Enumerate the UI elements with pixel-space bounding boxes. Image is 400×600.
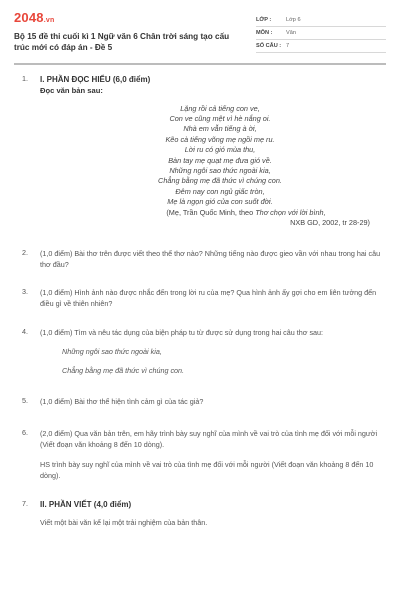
question-number: 4.: [22, 327, 28, 337]
section-title: I. PHẦN ĐỌC HIỂU (6,0 điểm): [40, 74, 151, 84]
question-text: (1,0 điểm) Bài thơ trên được viết theo thể thơ nào? Những tiếng nào được gieo vần với nhau trong hai câu thơ đầu?: [40, 249, 381, 270]
meta-label: MÔN :: [256, 30, 273, 36]
question-5: [14, 396, 386, 407]
meta-table: [256, 14, 386, 53]
meta-value: Văn: [286, 30, 296, 36]
question-3: [14, 287, 386, 309]
poem-line: Bàn tay mẹ quạt mẹ đưa gió về.: [168, 155, 272, 165]
logo-main-text: 2048: [14, 10, 44, 25]
poem-line: Lặng rồi cả tiếng con ve,: [180, 103, 260, 113]
site-logo[interactable]: [14, 10, 234, 28]
poem-line: Nhà em vẫn tiếng à ời,: [183, 124, 257, 134]
poem-source-publisher: NXB GD, 2002, tr 28-29): [290, 217, 370, 227]
header-divider: [14, 63, 386, 65]
question-7: [14, 499, 386, 528]
question-text: (1,0 điểm) Bài thơ thể hiện tình cảm gì của tác giả?: [40, 397, 204, 407]
question-4: [14, 327, 386, 376]
quoted-verse: Chẳng bằng mẹ đã thức vì chúng con.: [62, 366, 185, 376]
question-number: 5.: [22, 396, 28, 406]
question-text: (2,0 điểm) Qua văn bản trên, em hãy trình bày suy nghĩ của mình về vai trò của tình mẹ đối với mỗi người (Viết đoạn văn khoảng 8 đến 10 dòng).: [40, 429, 378, 450]
question-text: (1,0 điểm) Tìm và nêu tác dụng của biện pháp tu từ được sử dụng trong hai câu thơ sau:: [40, 328, 324, 338]
question-2: [14, 248, 386, 270]
document-title: Bộ 15 đề thi cuối kì 1 Ngữ văn 6 Chân trời sáng tạo cấu trúc mới có đáp án - Đề 5: [14, 32, 230, 52]
poem-line: Những ngôi sao thức ngoài kia,: [169, 165, 271, 175]
question-number: 3.: [22, 287, 28, 297]
meta-row-subject: [256, 27, 386, 40]
poem-line: Mẹ là ngọn gió của con suốt đời.: [167, 197, 273, 207]
header: [14, 10, 386, 53]
question-6: [14, 428, 386, 481]
question-text: Viết một bài văn kể lại một trải nghiệm của bản thân.: [40, 518, 208, 528]
meta-value: Lớp 6: [286, 17, 301, 23]
meta-row-class: [256, 14, 386, 27]
logo-tld-text: .vn: [43, 17, 55, 24]
section-title: II. PHẦN VIẾT (4,0 điểm): [40, 500, 132, 510]
question-number: 7.: [22, 499, 28, 509]
question-number: 6.: [22, 428, 28, 438]
meta-label: SỐ CÂU :: [256, 43, 282, 49]
question-number: 2.: [22, 248, 28, 258]
poem-line: Kẽo cà tiếng võng mẹ ngồi mẹ ru.: [165, 134, 275, 144]
poem-line: Lời ru có gió mùa thu,: [184, 145, 256, 155]
meta-label: LỚP :: [256, 17, 272, 23]
quoted-verse: Những ngôi sao thức ngoài kia,: [62, 347, 162, 357]
poem-line: Con ve cũng mệt vì hè nắng oi.: [169, 113, 271, 123]
reading-instruction: Đọc văn bản sau:: [40, 85, 103, 95]
brand-block: [14, 10, 234, 53]
poem-source: [54, 208, 386, 218]
poem: [54, 104, 386, 218]
question-1: [14, 74, 386, 229]
poem-line: Chẳng bằng mẹ đã thức vì chúng con.: [158, 176, 282, 186]
answer-guide: HS trình bày suy nghĩ của mình về vai trò của tình mẹ đối với mỗi người (Viết đoạn văn khoảng 8 đến 10 dòng).: [40, 460, 374, 481]
poem-line: Đêm nay con ngủ giấc tròn,: [175, 186, 265, 196]
meta-row-count: [256, 40, 386, 53]
question-text: (1,0 điểm) Hình ảnh nào được nhắc đến trong lời ru của mẹ? Qua hình ảnh ấy gợi cho em liên tưởng đến điều gì về thiên nhiên?: [40, 288, 377, 309]
question-number: 1.: [22, 73, 28, 83]
source-book: Thơ chọn với lời bình,: [255, 207, 326, 217]
source-prefix: (Mẹ, Trần Quốc Minh, theo: [166, 207, 256, 217]
meta-value: 7: [286, 43, 290, 49]
